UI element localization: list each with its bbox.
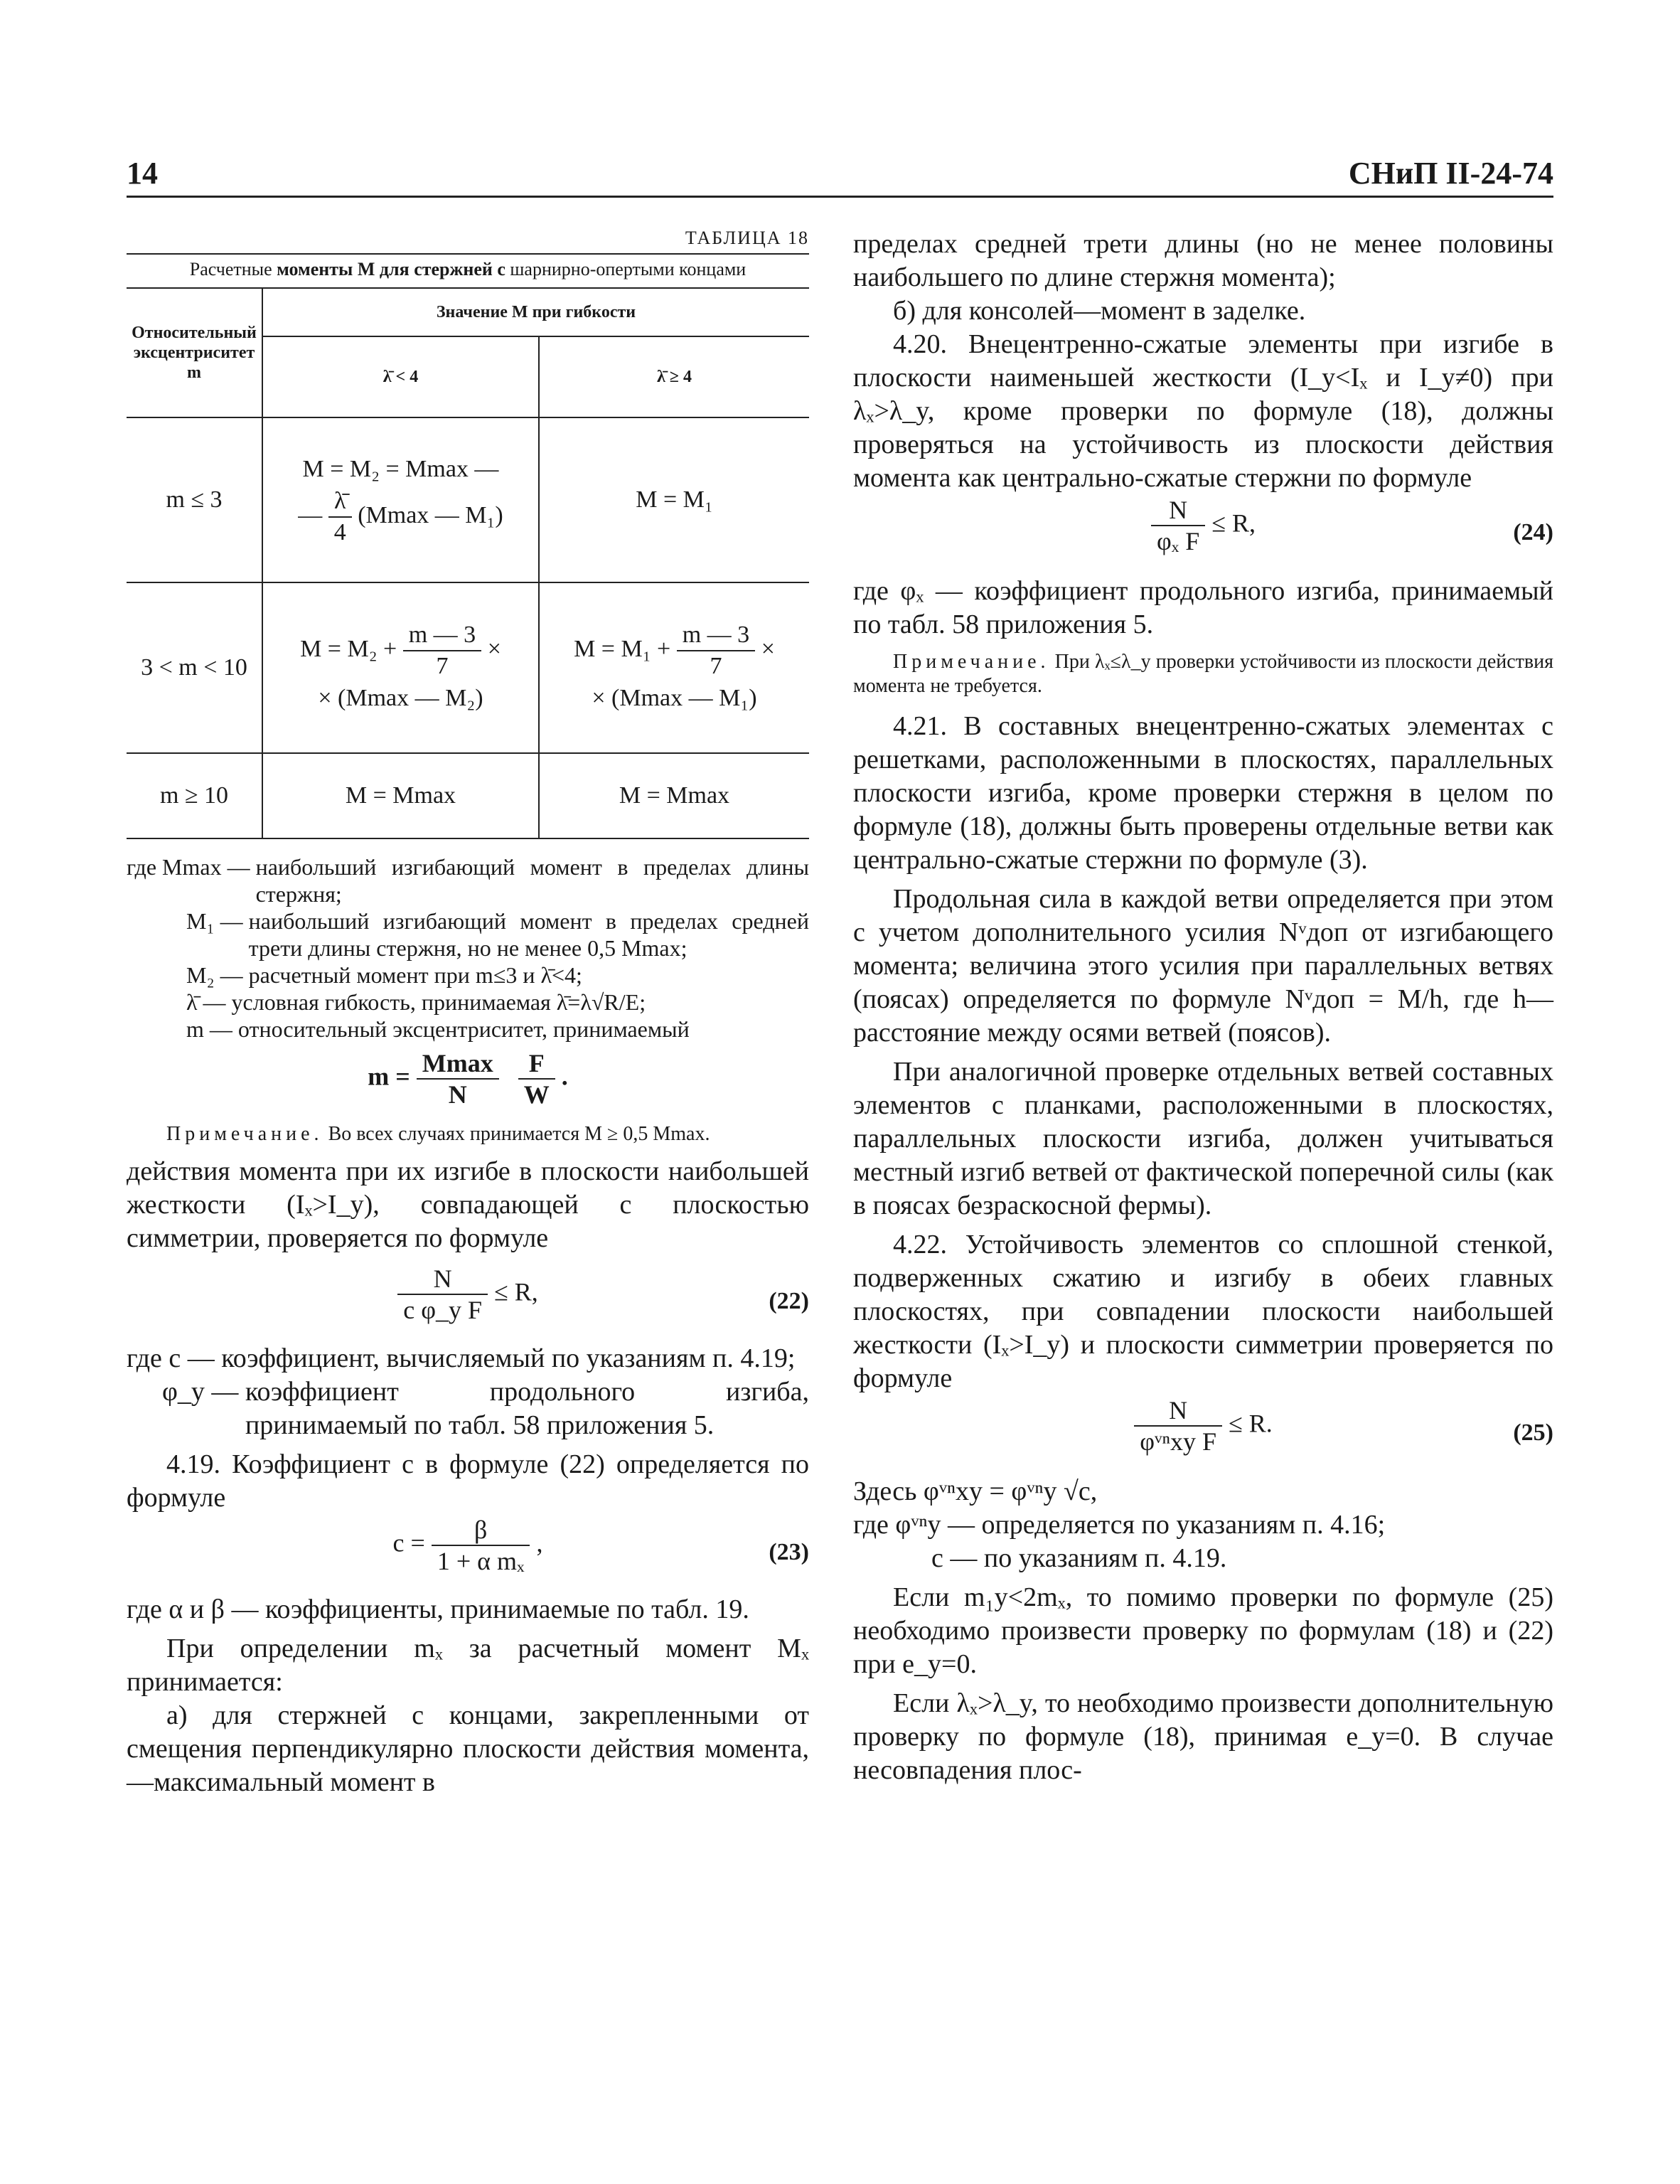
paragraph-4-22: 4.22. Устойчивость элементов со сплошной стенкой, подверженных сжатию и изгибу в обеих главных плоскостях, при совпадении плоскости наибольшей жесткости (Iₓ>I_y) и плоскости симметрии проверяется по формуле xyxy=(853,1230,1553,1393)
definition-row: c — по указаниям п. 4.19. xyxy=(931,1543,1227,1573)
formula-line: M = M₂ = Mmax — xyxy=(302,456,499,482)
sub-header-lt4: λ̄ < 4 xyxy=(262,336,539,417)
paragraph: Здесь φᵛⁿxy = φᵛⁿy √c, xyxy=(853,1476,1098,1506)
note: Примечание. При λₓ≤λ_y проверки устойчивости из плоскости действия момента не требуется. xyxy=(853,651,1553,697)
paragraph-4-20: 4.20. Внецентренно-сжатые элементы при изгибе в плоскости наименьшей жесткости (I_y<Iₓ и I_y≠0) при λₓ>λ_y, кроме проверки по формуле (18), должны проверяться на устойчивость из плоскости действия момента как центрально-сжатые стержни по формуле xyxy=(853,329,1553,493)
definition-row: m — относительный эксцентриситет, принимаемый xyxy=(186,1016,690,1042)
definition-row: где α и β — коэффициенты, принимаемые по табл. 19. xyxy=(127,1594,749,1624)
definitions-25 xyxy=(853,1508,1553,1575)
row-m-lt4 xyxy=(262,582,539,753)
group-header: Значение M при гибкости xyxy=(262,288,809,336)
row-cond: m ≥ 10 xyxy=(159,782,229,809)
table-row xyxy=(127,753,809,838)
table-18 xyxy=(127,287,809,839)
formula-line xyxy=(264,486,537,548)
page-number: 14 xyxy=(127,156,158,191)
table-label: ТАБЛИЦА 18 xyxy=(685,228,809,248)
fraction: $\frac{\lambdā}{4}$ xyxy=(328,486,352,548)
definition-row: λ̄ — условная гибкость, принимаемая λ̄=λ√R/E; xyxy=(186,989,646,1015)
paragraph: б) для консолей—момент в заделке. xyxy=(893,296,1306,326)
formula-25: $\frac{N}{\text{φᵛⁿxy F}}$ ≤ R. (25) xyxy=(853,1395,1553,1475)
paragraph: пределах средней трети длины (но не менее половины наибольшего по длине стержня момента); xyxy=(853,229,1553,292)
definition-row: где Mmax — наибольший изгибающий момент в пределах длины стержня; xyxy=(127,854,809,907)
header-rule xyxy=(127,196,1553,198)
document-code: СНиП II-24-74 xyxy=(1348,156,1553,191)
paragraph: При аналогичной проверке отдельных ветвей составных элементов с планками, расположенными в плоскостях, параллельных плоскости изгиба, должен учитываться местный изгиб ветвей от фактической поперечной силы (как в поясах безраскосной фермы). xyxy=(853,1057,1553,1220)
definition-row: где c — коэффициент, вычисляемый по указаниям п. 4.19; xyxy=(127,1343,796,1373)
definition-row: M₁ — наибольший изгибающий момент в пределах средней трети длины стержня, но не менее 0,5 Mmax; xyxy=(186,908,809,961)
definition-row: M₂ — расчетный момент при m≤3 и λ̄<4; xyxy=(186,962,582,988)
formula-m: m = $\frac{Mmax}{N}$ $\frac{F}{W}$ . xyxy=(368,1049,568,1109)
col-header-eccentricity: Относительный эксцентриситет m xyxy=(132,324,257,382)
table-row xyxy=(127,417,809,582)
table-caption-part2: моменты М для стержней с xyxy=(277,259,505,279)
formula-24: $\frac{N}{\text{φₓ F}}$ ≤ R, (24) xyxy=(853,495,1553,575)
row-m-ge4 xyxy=(539,582,809,753)
definitions-22 xyxy=(127,1342,809,1442)
paragraph-4-19: 4.19. Коэффициент c в формуле (22) определяется по формуле xyxy=(127,1449,809,1513)
formula-line: M = M₁ + $\frac{m — 3}{7}$ × xyxy=(574,622,775,679)
formula-23: c = $\frac{\beta}{\text{1 + α mₓ}}$ , (23) xyxy=(392,1516,809,1575)
paragraph: действия момента при их изгибе в плоскости наибольшей жесткости (Iₓ>I_y), совпадающей с плоскостью симметрии, проверяется по формуле xyxy=(127,1156,809,1253)
table-definitions xyxy=(127,853,809,1043)
formula-tail: (Mmax — M₁) xyxy=(358,501,503,528)
formula-line: M = M₂ + $\frac{m — 3}{7}$ × xyxy=(300,622,501,679)
paragraph-4-21: 4.21. В составных внецентренно-сжатых элементах с решетками, расположенными в плоскостях, параллельных плоскости изгиба, кроме проверки стержня в целом по формуле (18), должны быть проверены отдельные ветви как центрально-сжатые стержни по формуле (3). xyxy=(853,711,1553,875)
row-cond: 3 < m < 10 xyxy=(141,654,247,681)
paragraph: где φₓ — коэффициент продольного изгиба, принимаемый по табл. 58 приложения 5. xyxy=(853,576,1553,639)
paragraph: Если λₓ>λ_y, то необходимо произвести дополнительную проверку по формуле (18), принимая e_y=0. В случае несовпадения плос- xyxy=(853,1688,1553,1785)
table-caption-part3: шарнирно-опертыми концами xyxy=(510,259,747,279)
page-header xyxy=(127,155,1553,198)
row-m-lt4 xyxy=(262,417,539,582)
table-caption-part1: Расчетные xyxy=(189,259,272,279)
formula-22: $\frac{N}{\text{c φ\_y F}}$ ≤ R, (22) xyxy=(127,1264,809,1342)
paragraph: а) для стержней с концами, закрепленными от смещения перпендикулярно плоскости действия момента,—максимальный момент в xyxy=(127,1700,809,1797)
table-caption xyxy=(127,255,809,287)
definition-row: где φᵛⁿy — определяется по указаниям п. 4.16; xyxy=(853,1510,1386,1540)
row-m-lt4: M = Mmax xyxy=(262,753,539,838)
right-column xyxy=(853,228,1553,1787)
paragraph: При определении mₓ за расчетный момент Mₓ принимается: xyxy=(127,1634,809,1697)
paragraph: Если m₁y<2mₓ, то помимо проверки по формуле (25) необходимо произвести проверку по формулам (18) и (22) при e_y=0. xyxy=(853,1582,1553,1679)
formula-line: × (Mmax — M₂) xyxy=(318,685,483,711)
row-cond: m ≤ 3 xyxy=(166,486,223,513)
table-row xyxy=(127,582,809,753)
paragraph: Продольная сила в каждой ветви определяется при этом с учетом дополнительного усилия Nᵛдоп от изгибающего момента; величина этого усилия при параллельных ветвях (поясах) определяется по формуле Nᵛдоп = M/h, где h—расстояние между осями ветвей (поясов). xyxy=(853,884,1553,1048)
sub-header-ge4: λ̄ ≥ 4 xyxy=(539,336,809,417)
left-column xyxy=(127,228,809,1799)
definition-row: φ_y — коэффициент продольного изгиба, принимаемый по табл. 58 приложения 5. xyxy=(162,1377,809,1440)
formula-dash: — xyxy=(298,501,323,528)
row-m-ge4: M = M₁ xyxy=(539,417,809,582)
formula-line: × (Mmax — M₁) xyxy=(592,685,757,711)
table-note: Примечание. Во всех случаях принимается M ≥ 0,5 Mmax. xyxy=(166,1123,710,1145)
row-m-ge4: M = Mmax xyxy=(539,753,809,838)
